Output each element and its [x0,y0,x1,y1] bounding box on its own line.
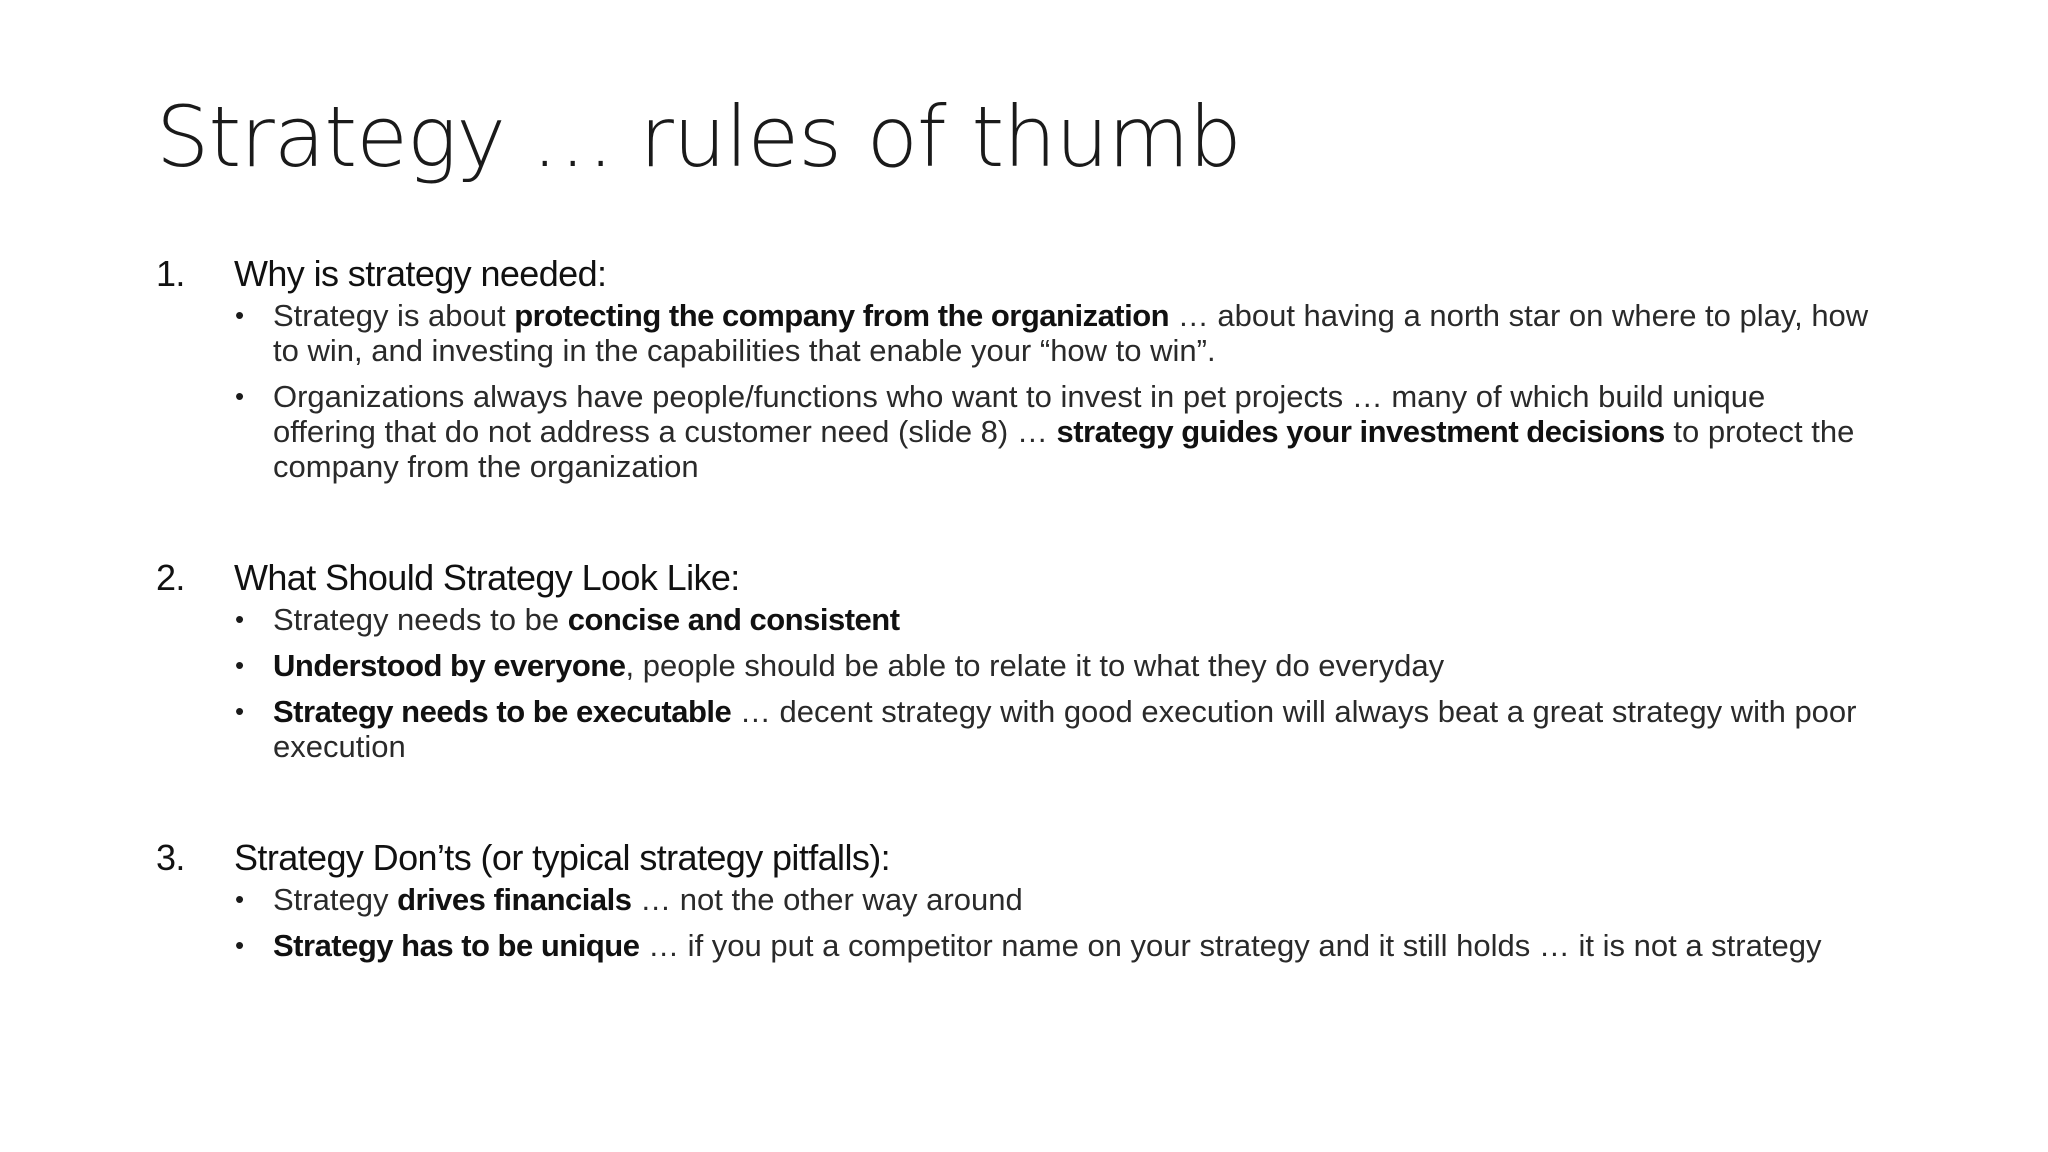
bullet-icon: • [235,604,245,634]
bullet-item [156,602,1916,637]
bullet-emphasis: Strategy needs to be executable [273,694,732,729]
section-what-strategy-looks-like [156,556,1916,775]
bullet-list [156,298,1916,484]
bullet-item [156,298,1916,368]
bullet-text: to protect the company from the organization [273,414,1855,484]
section-heading [156,556,1916,600]
bullet-icon: • [235,930,245,960]
bullet-text: … if you put a competitor name on your strategy and it still holds … it is not a strategy [639,928,1822,963]
bullet-item [156,694,1916,764]
section-heading [156,836,1916,880]
bullet-icon: • [235,884,245,914]
bullet-icon: • [235,650,245,680]
section-heading-text: Strategy Don’ts (or typical strategy pitfalls): [234,837,891,878]
bullet-text: Strategy is about [273,298,515,333]
bullet-item [156,882,1916,917]
bullet-icon: • [235,381,245,411]
bullet-icon: • [235,300,245,330]
bullet-text: … not the other way around [631,882,1023,917]
slide-title: Strategy … rules of thumb [156,88,1241,186]
bullet-text: Strategy [273,882,398,917]
section-number: 2. [156,557,185,598]
bullet-text: Organizations always have people/functions who want to invest in pet projects … many of which build unique offering that do not address a customer need (slide 8) … [273,379,1766,449]
bullet-emphasis: protecting the company from the organization [514,298,1170,333]
section-heading-text: What Should Strategy Look Like: [234,557,740,598]
bullet-item [156,379,1916,484]
bullet-emphasis: drives financials [397,882,632,917]
section-number: 3. [156,837,185,878]
bullet-emphasis: strategy guides your investment decisions [1056,414,1665,449]
bullet-text: , people should be able to relate it to what they do everyday [625,648,1445,683]
section-heading-text: Why is strategy needed: [234,253,607,294]
bullet-icon: • [235,696,245,726]
section-heading [156,252,1916,296]
bullet-item [156,928,1916,963]
section-number: 1. [156,253,185,294]
section-why-strategy [156,252,1916,495]
bullet-emphasis: concise and consistent [567,602,900,637]
bullet-item [156,648,1916,683]
bullet-list [156,602,1916,764]
bullet-emphasis: Understood by everyone [273,648,626,683]
section-strategy-donts [156,836,1916,974]
bullet-text: Strategy needs to be [273,602,568,637]
bullet-emphasis: Strategy has to be unique [273,928,640,963]
bullet-text: … about having a north star on where to play, how to win, and investing in the capabilities that enable your “how to win”. [273,298,1869,368]
bullet-text: … decent strategy with good execution will always beat a great strategy with poor execution [273,694,1857,764]
bullet-list [156,882,1916,963]
